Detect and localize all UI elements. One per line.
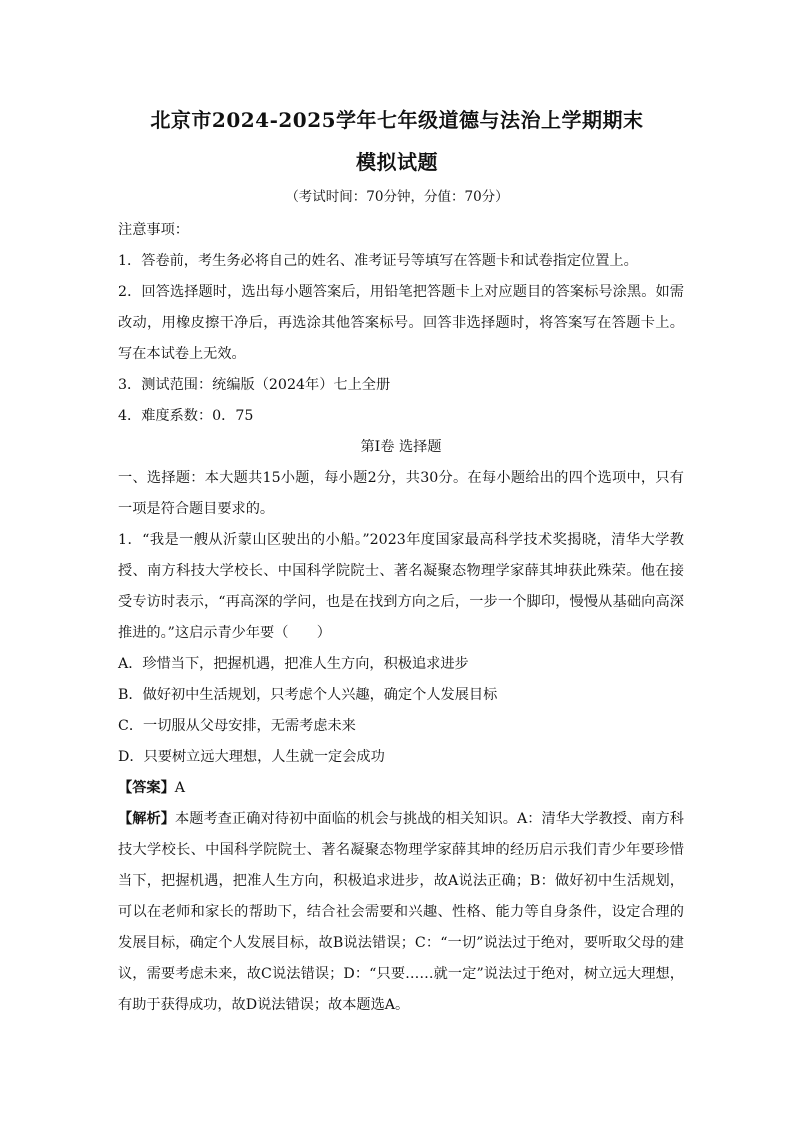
section-instruction: 一、选择题：本大题共15小题，每小题2分，共30分。在每小题给出的四个选项中，只有一项是符合题目要求的。 xyxy=(118,470,684,517)
option-b: B．做好初中生活规划，只考虑个人兴趣，确定个人发展目标 xyxy=(118,687,498,703)
option-a: A．珍惜当下，把握机遇，把准人生方向，积极追求进步 xyxy=(118,656,469,672)
question-stem: 1．“我是一艘从沂蒙山区驶出的小船。”2023年度国家最高科学技术奖揭晓，清华大学教授、南方科技大学校长、中国科学院院士、著名凝聚态物理学家薛其坤获此殊荣。他在接受专访时表示，“再高深的学问，也是在找到方向之后，一步一个脚印，慢慢从基础向高深推进的。”这启示青少年要（ ） xyxy=(118,532,684,641)
analysis-text: 本题考查正确对待初中面临的机会与挑战的相关知识。A：清华大学教授、南方科技大学校长、中国科学院院士、著名凝聚态物理学家薛其坤的经历启示我们青少年要珍惜当下，把握机遇，把准人生方向，积极追求进步，故A说法正确；B：做好初中生活规划，可以在老师和家长的帮助下，结合社会需要和兴趣、性格、能力等自身条件，设定合理的发展目标，确定个人发展目标，故B说法错误；C：“一切”说法过于绝对，要听取父母的建议，需要考虑未来，故C说法错误；D：“只要……就一定”说法过于绝对，树立远大理想，有助于获得成功，故D说法错误；故本题选A。 xyxy=(118,811,684,1013)
exam-time-info: （考试时间：70分钟，分值：70分） xyxy=(285,189,509,205)
analysis-paragraph xyxy=(118,804,684,1021)
answer-value: A xyxy=(174,780,186,796)
notice-item: 4．难度系数：0．75 xyxy=(118,408,254,424)
document-body xyxy=(118,215,684,1021)
notice-item: 2．回答选择题时，选出每小题答案后，用铅笔把答题卡上对应题目的答案标号涂黑。如需改动，用橡皮擦干净后，再选涂其他答案标号。回答非选择题时，将答案写在答题卡上。写在本试卷上无效。 xyxy=(118,284,684,362)
document-title-line1: 北京市2024-2025学年七年级道德与法治上学期期末 xyxy=(150,108,644,132)
notice-item: 3．测试范围：统编版（2024年）七上全册 xyxy=(118,377,391,393)
answer-line xyxy=(118,773,684,804)
option-c: C．一切服从父母安排，无需考虑未来 xyxy=(118,718,356,734)
section-heading: 第Ⅰ卷 选择题 xyxy=(360,439,442,455)
notice-item: 1．答卷前，考生务必将自己的姓名、准考证号等填写在答题卡和试卷指定位置上。 xyxy=(118,253,638,269)
analysis-label: 【解析】 xyxy=(118,811,175,827)
document-title-line2: 模拟试题 xyxy=(356,150,438,174)
notice-heading: 注意事项： xyxy=(118,222,189,238)
answer-label: 【答案】 xyxy=(118,780,175,796)
option-d: D．只要树立远大理想，人生就一定会成功 xyxy=(118,749,385,765)
